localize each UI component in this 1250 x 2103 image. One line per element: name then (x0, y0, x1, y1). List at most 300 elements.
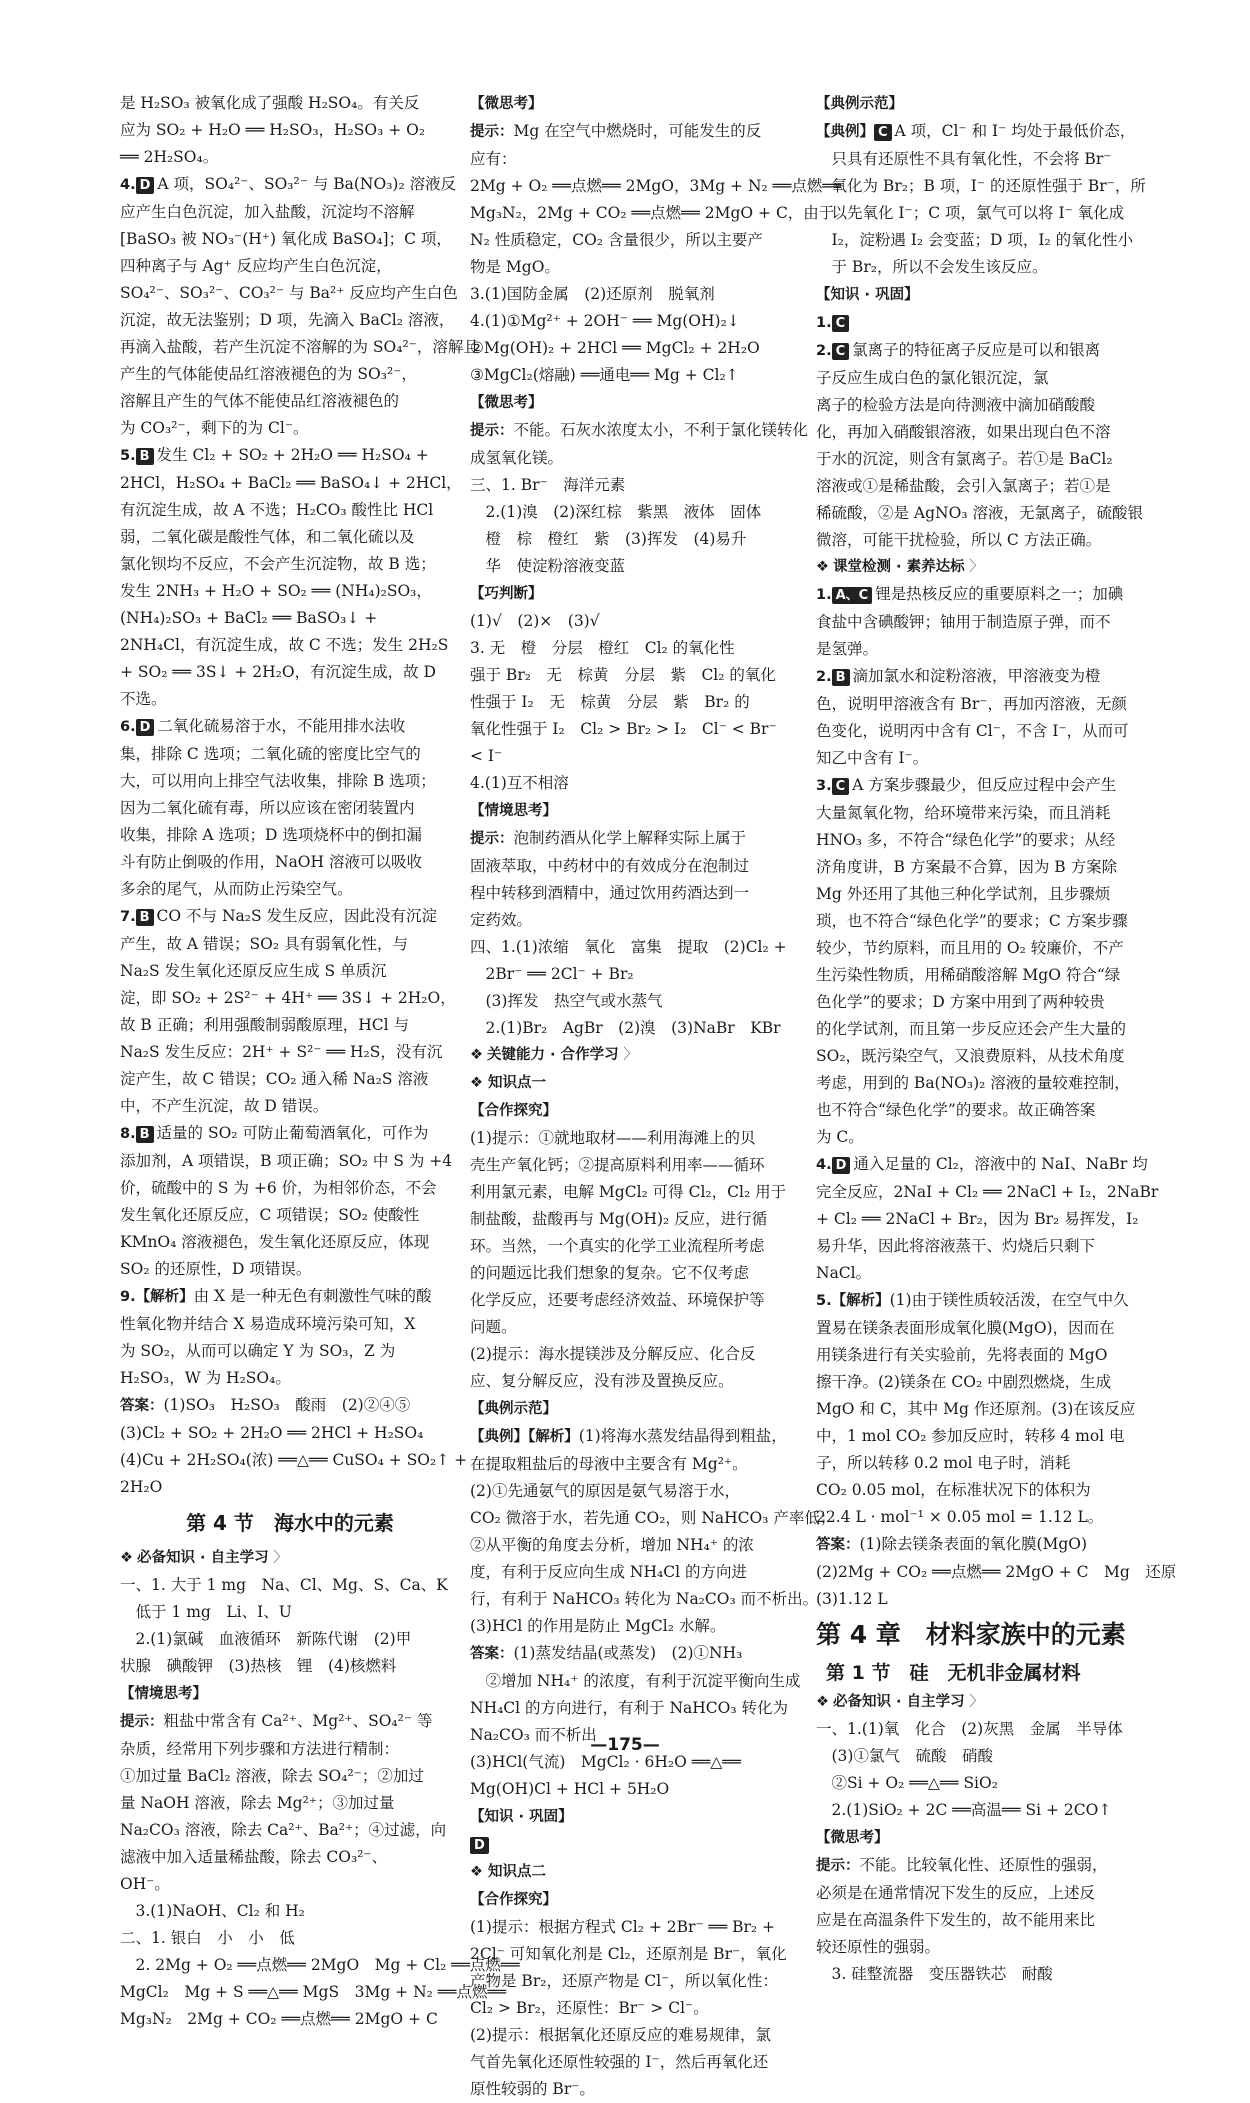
line-text: 完全反应，2NaI + Cl₂ ══ 2NaCl + I₂，2NaBr (816, 1183, 1159, 1201)
line-text: 3.(1)NaOH、Cl₂ 和 H₂ (120, 1902, 305, 1920)
text-line (470, 499, 810, 526)
line-text: 二、1. 银白 小 小 低 (120, 1929, 295, 1947)
text-line (470, 1613, 810, 1640)
answer-key-badge: C (874, 124, 892, 141)
text-line (470, 608, 810, 635)
text-line (120, 388, 460, 415)
text-line (470, 934, 810, 961)
answer-key-badge: B (136, 448, 154, 465)
chevron-right-icon: 〉 (964, 559, 984, 575)
text-line (120, 1653, 460, 1680)
gear-icon: ❖ (470, 1047, 483, 1063)
line-text: ②从平衡的角度去分析，增加 NH₄⁺ 的浓 (470, 1536, 754, 1554)
inline-heading: 提示： (470, 423, 514, 439)
line-text: NH₄Cl 的方向进行，有利于 NaHCO₃ 转化为 (470, 1699, 788, 1717)
text-line (470, 1341, 810, 1368)
text-line (470, 1640, 810, 1668)
text-line (470, 445, 810, 472)
text-line (470, 988, 810, 1015)
line-text: 应产生白色沉淀，加入盐酸，沉淀均不溶解 (120, 203, 415, 221)
text-line (816, 1097, 1146, 1124)
text-line (470, 1206, 810, 1233)
line-text: 置易在镁条表面形成氧化膜(MgO)，因而在 (816, 1319, 1115, 1337)
line-text: 二氧化硫易溶于水，不能用排水法收 (157, 717, 406, 735)
text-line (120, 1790, 460, 1817)
line-text: OH⁻。 (120, 1875, 170, 1893)
text-line (816, 527, 1146, 554)
text-line (816, 663, 1146, 691)
line-text: 3.(1)国防金属 (2)还原剂 脱氧剂 (470, 285, 715, 303)
line-text: 粗盐中常含有 Ca²⁺、Mg²⁺、SO₄²⁻ 等 (163, 1712, 433, 1730)
line-text: 价，硫酸中的 S 为 +6 价，为相邻价态，不会 (120, 1179, 437, 1197)
line-text: ══ 2H₂SO₄。 (120, 148, 219, 166)
line-text: 必须是在通常情况下发生的反应，上述反 (816, 1884, 1096, 1902)
line-text: 成氢氧化镁。 (470, 449, 564, 467)
text-line (816, 309, 1146, 337)
line-text: 溶液或①是稀盐酸，会引入氯离子；若①是 (816, 477, 1111, 495)
question-number: 8. (120, 1126, 136, 1142)
text-line (470, 362, 810, 389)
line-text: 收集，排除 A 选项；D 选项烧杯中的倒扣漏 (120, 826, 422, 844)
line-text: 淀，即 SO₂ + 2S²⁻ + 4H⁺ ══ 3S↓ + 2H₂O， (120, 989, 456, 1007)
text-line (470, 173, 841, 200)
line-text: SO₂ 的还原性，D 项错误。 (120, 1260, 312, 1278)
text-line (816, 90, 1146, 118)
line-text: 较还原性的强弱。 (816, 1938, 941, 1956)
text-line (816, 1206, 1146, 1233)
line-text: CO₂ 0.05 mol，在标准状况下的体积为 (816, 1481, 1091, 1499)
text-line (470, 580, 810, 608)
text-line (120, 1202, 460, 1229)
line-text: (4)Cu + 2H₂SO₄(浓) ══△══ CuSO₄ + SO₂↑ + (120, 1451, 468, 1469)
text-line (816, 365, 1146, 392)
line-text: 低于 1 mg Li、I、U (120, 1603, 292, 1621)
line-text: I₂，淀粉遇 I₂ 会变蓝；D 项，I₂ 的氧化性小 (816, 231, 1134, 249)
inline-heading: 答案： (470, 1646, 514, 1662)
inline-heading: 【知识 · 巩固】 (470, 1809, 573, 1825)
line-text: 大量氮氧化物，给环境带来污染，而且消耗 (816, 804, 1111, 822)
line-text: 状腺 碘酸钾 (3)热核 锂 (4)核燃料 (120, 1657, 397, 1675)
line-text: 一、1. 大于 1 mg Na、Cl、Mg、S、Ca、K (120, 1576, 448, 1594)
text-line (470, 825, 810, 853)
line-text: 子反应生成白色的氯化银沉淀，氯 (816, 369, 1049, 387)
text-line (816, 581, 1146, 609)
line-text: ②增加 NH₄⁺ 的浓度，有利于沉淀平衡向生成 (470, 1672, 801, 1690)
text-line (120, 958, 460, 985)
inline-heading: 【微思考】 (816, 1830, 889, 1846)
text-line (120, 713, 460, 741)
line-text: < I⁻ (470, 747, 503, 765)
text-line (816, 609, 1146, 636)
text-line (816, 1586, 1146, 1613)
line-text: 不能。比较氧化性、还原性的强弱， (859, 1856, 1108, 1874)
answer-key-badge: C (832, 778, 850, 795)
line-text: HNO₃ 多，不符合“绿色化学”的要求；从经 (816, 831, 1116, 849)
line-text: 应有： (470, 150, 517, 168)
line-text: 多余的尾气，从而防止污染空气。 (120, 880, 353, 898)
line-text: N₂ 性质稳定，CO₂ 含量很少，所以主要产 (470, 231, 763, 249)
line-text: 沉淀，故无法鉴别；D 项，先滴入 BaCl₂ 溶液， (120, 311, 455, 329)
text-line (120, 1680, 460, 1708)
text-line (120, 1148, 460, 1175)
line-text: (1)将海水蒸发结晶得到粗盐， (578, 1427, 787, 1445)
text-line (470, 1451, 810, 1478)
text-line (120, 985, 460, 1012)
text-line (816, 1287, 1146, 1315)
line-text: (1)提示：①就地取材——利用海滩上的贝 (470, 1129, 756, 1147)
text-line (816, 1559, 1177, 1586)
text-line (470, 716, 810, 743)
inline-heading: 【情境思考】 (470, 803, 557, 819)
text-line (470, 1968, 810, 1995)
text-line (120, 1392, 460, 1420)
line-text: 氯化钡均不反应，不会产生沉淀物，故 B 选； (120, 555, 436, 573)
inline-heading: 【微思考】 (470, 395, 543, 411)
text-line (816, 1770, 1146, 1797)
line-text: 利用氯元素，电解 MgCl₂ 可得 Cl₂，Cl₂ 用于 (470, 1183, 787, 1201)
line-text: 色变化，说明丙中含有 Cl⁻，不含 I⁻，从而可 (816, 722, 1129, 740)
text-line (816, 227, 1146, 254)
line-text: 微溶，可能干扰检验，所以 C 方法正确。 (816, 531, 1102, 549)
question-number: 5. (120, 448, 136, 464)
line-text: 发生 Cl₂ + SO₂ + 2H₂O ══ H₂SO₄ + (156, 446, 429, 464)
line-text: 较少，节约原料，而且用的 O₂ 较廉价，不产 (816, 939, 1124, 957)
chevron-right-icon: 〉 (268, 1550, 288, 1566)
text-line (816, 200, 1146, 227)
line-text: 淀产生，故 C 错误；CO₂ 通入稀 Na₂S 溶液 (120, 1070, 429, 1088)
text-line (470, 1668, 810, 1695)
text-line (470, 335, 810, 362)
text-line (816, 1531, 1146, 1559)
line-text: 为 SO₂，从而可以确定 Y 为 SO₃，Z 为 (120, 1342, 396, 1360)
line-text: 通入足量的 Cl₂，溶液中的 NaI、NaBr 均 (853, 1155, 1148, 1173)
text-line (470, 1260, 810, 1287)
question-number: 2. (816, 669, 832, 685)
answer-key-badge: C (832, 343, 850, 360)
text-line (470, 2076, 810, 2103)
text-line (470, 526, 810, 553)
chapter-title: 第 4 章 材料家族中的元素 (816, 1620, 1126, 1649)
text-line (120, 686, 460, 713)
text-line (120, 415, 460, 442)
line-text: Mg 外还用了其他三种化学试剂，且步骤烦 (816, 885, 1111, 903)
text-line (120, 334, 479, 361)
inline-heading: 答案： (120, 1398, 164, 1414)
text-line (120, 1871, 460, 1898)
line-text: 添加剂，A 项错误，B 项正确；SO₂ 中 S 为 +4 (120, 1152, 453, 1170)
line-text: 集，排除 C 选项；二氧化硫的密度比空气的 (120, 745, 421, 763)
section-bar-label: 必备知识 · 自主学习 (137, 1550, 269, 1566)
text-line (470, 1179, 810, 1206)
line-text: 产生的气体能使品红溶液褪色的为 SO₃²⁻， (120, 365, 417, 383)
answer-key-badge: D (832, 1157, 851, 1174)
line-text: 应、复分解反应，没有涉及置换反应。 (470, 1372, 734, 1390)
text-line (120, 795, 460, 822)
text-line (816, 772, 1146, 800)
text-line (470, 1941, 810, 1968)
line-text: 物是 MgO。 (470, 258, 560, 276)
line-text: (1)√ (2)× (3)√ (470, 612, 600, 630)
text-line (120, 1979, 507, 2006)
text-line (470, 1097, 810, 1125)
text-line (120, 876, 460, 903)
text-line (120, 361, 460, 388)
text-line (120, 1256, 460, 1283)
gear-icon: ❖ (816, 1694, 829, 1710)
text-line (816, 1233, 1146, 1260)
line-text: (3)Cl₂ + SO₂ + 2H₂O ══ 2HCl + H₂SO₄ (120, 1424, 424, 1442)
inline-heading: 【合作探究】 (470, 1103, 557, 1119)
chapter-subtitle: 第 1 节 硅 无机非金属材料 (826, 1662, 1081, 1684)
text-line (816, 1043, 1146, 1070)
text-line (470, 1776, 810, 1803)
text-line (816, 146, 1146, 173)
text-line (120, 90, 460, 117)
text-line (120, 497, 460, 524)
section-bar-label: 课堂检测 · 素养达标 (833, 559, 965, 575)
line-text: 发生 2NH₃ + H₂O + SO₂ ══ (NH₄)₂SO₃， (120, 582, 432, 600)
text-line (120, 741, 460, 768)
question-number: 5. (816, 1293, 832, 1309)
text-line (120, 1763, 460, 1790)
line-text: (2)①先通氨气的原因是氨气易溶于水， (470, 1482, 740, 1500)
text-line (120, 307, 460, 334)
text-line (816, 392, 1146, 419)
question-number: 1. (816, 315, 832, 331)
line-text: (2)提示：海水提镁涉及分解反应、化合反 (470, 1345, 756, 1363)
text-line (470, 770, 810, 797)
text-line (120, 659, 460, 686)
line-text: 不能。石灰水浓度太小，不利于氯化镁转化 (513, 421, 809, 439)
line-text: 只具有还原性不具有氧化性，不会将 Br⁻ (816, 150, 1112, 168)
page-number: —175— (590, 1735, 660, 1755)
text-line (470, 1314, 810, 1341)
line-text: 济角度讲，B 方案最不合算，因为 B 方案除 (816, 858, 1118, 876)
line-text: 适量的 SO₂ 可防止葡萄酒氧化，可作为 (156, 1124, 429, 1142)
line-text: 知乙中含有 I⁻。 (816, 749, 929, 767)
line-text: 故 B 正确；利用强酸制弱酸原理，HCl 与 (120, 1016, 410, 1034)
text-line (470, 227, 810, 254)
question-number: 9. (120, 1289, 136, 1305)
text-line (816, 446, 1146, 473)
text-line (470, 118, 810, 146)
text-line (120, 1093, 460, 1120)
line-text: 化学反应，还要考虑经济效益、环境保护等 (470, 1291, 765, 1309)
line-text: Na₂CO₃ 溶液，除去 Ca²⁺、Ba²⁺；④过滤，向 (120, 1821, 447, 1839)
line-text: ①加过量 BaCl₂ 溶液，除去 SO₄²⁻；②加过 (120, 1767, 424, 1785)
text-line (120, 578, 460, 605)
line-text: 因为二氧化硫有毒，所以应该在密闭装置内 (120, 799, 415, 817)
line-text: 2.(1)SiO₂ + 2C ══高温══ Si + 2CO↑ (816, 1801, 1112, 1819)
text-line (120, 144, 460, 171)
line-text: 2Mg + O₂ ══点燃══ 2MgO，3Mg + N₂ ══点燃══ (470, 177, 841, 195)
text-line (120, 117, 460, 144)
text-line (470, 689, 810, 716)
question-number: 1. (816, 587, 832, 603)
text-line (816, 962, 1146, 989)
text-line (120, 632, 460, 659)
text-line (120, 1952, 520, 1979)
question-number: 3. (816, 778, 832, 794)
text-line (816, 1504, 1146, 1531)
answer-key-badge: B (136, 909, 154, 926)
line-text: Mg₃N₂，2Mg + CO₂ ══点燃══ 2MgO + C，由于 (470, 204, 835, 222)
text-line (816, 473, 1146, 500)
section-bar (120, 1545, 460, 1572)
line-text: 4.(1)①Mg²⁺ + 2OH⁻ ══ Mg(OH)₂↓ (470, 312, 740, 330)
text-line (470, 281, 810, 308)
line-text: 氧化为 Br₂；B 项，I⁻ 的还原性强于 Br⁻，所 (816, 177, 1146, 195)
line-text: 于水的沉淀，则含有氯离子。若①是 BaCl₂ (816, 450, 1113, 468)
text-line (120, 1229, 460, 1256)
text-line (470, 1505, 836, 1532)
line-text: 斗有防止倒吸的作用，NaOH 溶液可以吸收 (120, 853, 422, 871)
line-text: ②Si + O₂ ══△══ SiO₂ (816, 1774, 998, 1792)
line-text: 的化学试剂，而且第一步反应还会产生大量的 (816, 1020, 1127, 1038)
inline-heading: 【典例示范】 (470, 1401, 557, 1417)
line-text: 在提取粗盐后的母液中主要含有 Mg²⁺。 (470, 1455, 748, 1473)
inline-heading: ❖ 知识点一 (470, 1075, 547, 1091)
line-text: + SO₂ ══ 3S↓ + 2H₂O，有沉淀生成，故 D (120, 663, 436, 681)
line-text: 泡制药酒从化学上解释实际上属于 (513, 829, 747, 847)
question-number: 7. (120, 909, 136, 925)
line-text: 琐，也不符合“绿色化学”的要求；C 方案步骤 (816, 912, 1128, 930)
line-text: Mg 在空气中燃烧时，可能发生的反 (513, 122, 762, 140)
section-title: 第 4 节 海水中的元素 (186, 1511, 394, 1535)
line-text: 度，有利于反应向生成 NH₄Cl 的方向进 (470, 1563, 747, 1581)
line-text: 氧化性强于 I₂ Cl₂ > Br₂ > I₂ Cl⁻ < Br⁻ (470, 720, 777, 738)
line-text: 色，说明甲溶液含有 Br⁻，再加丙溶液，无颜 (816, 695, 1127, 713)
text-line (470, 553, 810, 580)
line-text: 易升华，因此将溶液蒸干、灼烧后只剩下 (816, 1237, 1096, 1255)
line-text: 固液萃取，中药材中的有效成分在泡制过 (470, 857, 750, 875)
text-line (120, 1925, 460, 1952)
text-line (816, 1824, 1146, 1852)
line-text: Na₂S 发生氧化还原反应生成 S 单质沉 (120, 962, 387, 980)
text-line (120, 1311, 460, 1338)
text-line (470, 880, 810, 907)
inline-heading: 【巧判断】 (470, 586, 543, 602)
text-line (120, 199, 460, 226)
text-line (470, 1125, 810, 1152)
line-text: 原性较弱的 Br⁻。 (470, 2080, 595, 2098)
text-line (816, 854, 1146, 881)
text-line (470, 2022, 810, 2049)
text-line (816, 337, 1146, 365)
question-number: 4. (816, 1157, 832, 1173)
line-text: 再滴入盐酸，若产生沉淀不溶解的为 SO₄²⁻，溶解且 (120, 338, 479, 356)
text-line (470, 662, 810, 689)
line-text: (1)除去镁条表面的氧化膜(MgO) (859, 1535, 1088, 1553)
text-line (816, 1070, 1146, 1097)
line-text: 生污染性物质，用稀硝酸溶解 MgO 符合“绿 (816, 966, 1121, 984)
line-text: 问题。 (470, 1318, 517, 1336)
text-line (470, 1914, 810, 1941)
line-text: 行，有利于 NaHCO₃ 转化为 Na₂CO₃ 而不析出。 (470, 1590, 819, 1608)
line-text: 用镁条进行有关实验前，先将表面的 MgO (816, 1346, 1108, 1364)
line-text: ②Mg(OH)₂ + 2HCl ══ MgCl₂ + 2H₂O (470, 339, 760, 357)
answer-key-badge: D (470, 1837, 489, 1854)
line-text: 为 CO₃²⁻，剩下的为 Cl⁻。 (120, 419, 309, 437)
line-text: + Cl₂ ══ 2NaCl + Br₂，因为 Br₂ 易挥发，I₂ (816, 1210, 1139, 1228)
line-text: 不选。 (120, 690, 167, 708)
line-text: 稀硫酸，②是 AgNO₃ 溶液，无氯离子，硫酸银 (816, 504, 1143, 522)
text-line (120, 931, 460, 958)
line-text: 3. 无 橙 分层 橙红 Cl₂ 的氧化性 (470, 639, 735, 657)
text-line (816, 1961, 1146, 1988)
text-line (120, 1447, 468, 1474)
line-text: 2Br⁻ ══ 2Cl⁻ + Br₂ (470, 965, 634, 983)
text-line (470, 1886, 810, 1914)
line-text: 制盐酸，盐酸再与 Mg(OH)₂ 反应，进行循 (470, 1210, 768, 1228)
text-line (470, 1069, 810, 1097)
section-bar (470, 1042, 810, 1069)
line-text: Mg(OH)Cl + HCl + 5H₂O (470, 1780, 670, 1798)
text-line (120, 1420, 460, 1447)
answer-key-badge: D (136, 719, 155, 736)
text-line (470, 200, 835, 227)
text-line (470, 2049, 810, 2076)
text-line (120, 849, 460, 876)
question-number: 6. (120, 719, 136, 735)
text-line (816, 745, 1146, 772)
answer-key-badge: B (832, 669, 850, 686)
section-bar-label: 必备知识 · 自主学习 (833, 1694, 965, 1710)
line-text: 滴加氯水和淀粉溶液，甲溶液变为橙 (852, 667, 1101, 685)
text-line (120, 1626, 460, 1653)
line-text: 产生，故 A 错误；SO₂ 具有弱氧化性，与 (120, 935, 409, 953)
text-line (816, 989, 1146, 1016)
line-text: 弱，二氧化碳是酸性气体，和二氧化硫以及 (120, 528, 415, 546)
line-text: Na₂CO₃ 而不析出 (470, 1726, 597, 1744)
text-line (120, 226, 460, 253)
text-line (816, 1423, 1146, 1450)
text-line (470, 1995, 810, 2022)
line-text: 应是在高温条件下发生的，故不能用来比 (816, 1911, 1096, 1929)
line-text: CO 不与 Na₂S 发生反应，因此没有沉淀 (156, 907, 438, 925)
text-line (816, 254, 1146, 281)
line-text: 产物是 Br₂，还原产物是 Cl⁻，所以氧化性： (470, 1972, 778, 1990)
text-line (816, 1880, 1146, 1907)
text-line (816, 636, 1146, 663)
line-text: 应为 SO₂ + H₂O ══ H₂SO₃，H₂SO₃ + O₂ (120, 121, 426, 139)
line-text: A 方案步骤最少，但反应过程中会产生 (852, 776, 1117, 794)
text-line (816, 419, 1146, 446)
text-line (470, 1395, 810, 1423)
line-text: 2Cl⁻ 可知氧化剂是 Cl₂，还原剂是 Br⁻，氧化 (470, 1945, 787, 1963)
line-text: (1)SO₃ H₂SO₃ 酸雨 (2)②④⑤ (163, 1396, 411, 1414)
line-text: 环。当然，一个真实的化学工业流程所考虑 (470, 1237, 765, 1255)
inline-heading: 【典例】 (816, 124, 874, 140)
line-text: (NH₄)₂SO₃ + BaCl₂ ══ BaSO₃↓ + (120, 609, 378, 627)
answer-key-badge: A、C (832, 587, 873, 604)
line-text: NaCl。 (816, 1264, 872, 1282)
line-text: 22.4 L · mol⁻¹ × 0.05 mol = 1.12 L。 (816, 1508, 1104, 1526)
line-text: 性氧化物并结合 X 易造成环境污染可知，X (120, 1315, 416, 1333)
text-line (470, 797, 810, 825)
text-line (816, 118, 1146, 146)
line-text: Mg₃N₂ 2Mg + CO₂ ══点燃══ 2MgO + C (120, 2010, 438, 2028)
text-line (120, 1572, 460, 1599)
inline-heading: ❖ 知识点二 (470, 1864, 547, 1880)
line-text: 壳生产氧化钙；②提高原料利用率——循环 (470, 1156, 765, 1174)
line-text: (3)HCl(气流) MgCl₂ · 6H₂O ══△══ (470, 1753, 741, 1771)
text-line (816, 1396, 1146, 1423)
text-line (470, 1233, 810, 1260)
line-text: 程中转移到酒精中，通过饮用药酒达到一 (470, 884, 750, 902)
text-line (470, 907, 810, 934)
text-line (816, 1315, 1146, 1342)
